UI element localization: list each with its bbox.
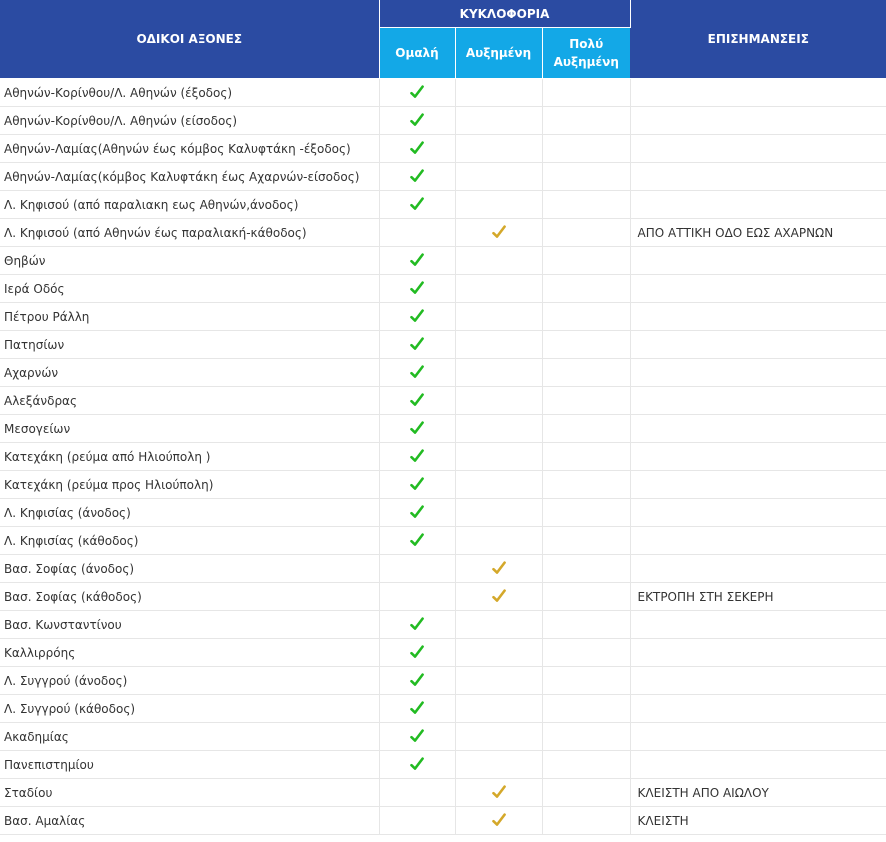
status-cell-increased (455, 443, 542, 471)
status-cell-increased (455, 275, 542, 303)
table-row (0, 555, 886, 583)
status-cell-increased (455, 779, 542, 807)
status-cell-very-increased (542, 667, 630, 695)
note-text (630, 387, 886, 415)
note-text (630, 471, 886, 499)
header-traffic: ΚΥΚΛΟΦΟΡΙΑ (379, 0, 630, 28)
status-cell-increased (455, 583, 542, 611)
status-cell-increased (455, 499, 542, 527)
checkmark-icon (410, 477, 424, 491)
road-name: Σταδίου (0, 779, 379, 807)
road-name: Πατησίων (0, 331, 379, 359)
note-text (630, 275, 886, 303)
header-normal: Ομαλή (379, 28, 455, 79)
road-name: Αθηνών-Λαμίας(Αθηνών έως κόμβος Καλυφτάκη -έξοδος) (0, 135, 379, 163)
status-cell-increased (455, 527, 542, 555)
status-cell-normal (379, 471, 455, 499)
status-cell-very-increased (542, 191, 630, 219)
note-text (630, 695, 886, 723)
status-cell-very-increased (542, 555, 630, 583)
table-row (0, 191, 886, 219)
checkmark-icon (410, 309, 424, 323)
status-cell-very-increased (542, 135, 630, 163)
checkmark-icon (410, 421, 424, 435)
note-text (630, 667, 886, 695)
note-text (630, 79, 886, 107)
status-cell-very-increased (542, 163, 630, 191)
road-name: Κατεχάκη (ρεύμα προς Ηλιούπολη) (0, 471, 379, 499)
road-name: Βασ. Αμαλίας (0, 807, 379, 835)
table-row (0, 275, 886, 303)
status-cell-normal (379, 415, 455, 443)
road-name: Καλλιρρόης (0, 639, 379, 667)
status-cell-increased (455, 639, 542, 667)
checkmark-icon (410, 281, 424, 295)
status-cell-very-increased (542, 583, 630, 611)
checkmark-icon (410, 365, 424, 379)
status-cell-increased (455, 723, 542, 751)
checkmark-icon (410, 701, 424, 715)
status-cell-very-increased (542, 751, 630, 779)
status-cell-very-increased (542, 471, 630, 499)
road-name: Λ. Κηφισίας (άνοδος) (0, 499, 379, 527)
status-cell-normal (379, 107, 455, 135)
note-text (630, 359, 886, 387)
status-cell-very-increased (542, 443, 630, 471)
status-cell-very-increased (542, 79, 630, 107)
checkmark-icon (410, 729, 424, 743)
checkmark-icon (410, 757, 424, 771)
table-row (0, 79, 886, 107)
note-text (630, 555, 886, 583)
status-cell-very-increased (542, 219, 630, 247)
status-cell-normal (379, 583, 455, 611)
table-row (0, 583, 886, 611)
status-cell-increased (455, 415, 542, 443)
note-text (630, 723, 886, 751)
status-cell-increased (455, 163, 542, 191)
note-text (630, 163, 886, 191)
table-row (0, 331, 886, 359)
status-cell-increased (455, 695, 542, 723)
status-cell-very-increased (542, 639, 630, 667)
note-text (630, 639, 886, 667)
status-cell-normal (379, 359, 455, 387)
table-row (0, 667, 886, 695)
note-text (630, 247, 886, 275)
status-cell-very-increased (542, 807, 630, 835)
table-row (0, 443, 886, 471)
status-cell-increased (455, 303, 542, 331)
status-cell-increased (455, 471, 542, 499)
checkmark-icon (492, 813, 506, 827)
status-cell-very-increased (542, 359, 630, 387)
status-cell-normal (379, 163, 455, 191)
table-row (0, 247, 886, 275)
status-cell-increased (455, 807, 542, 835)
status-cell-normal (379, 611, 455, 639)
status-cell-increased (455, 135, 542, 163)
status-cell-very-increased (542, 415, 630, 443)
checkmark-icon (410, 253, 424, 267)
table-row (0, 639, 886, 667)
note-text (630, 443, 886, 471)
status-cell-very-increased (542, 723, 630, 751)
status-cell-normal (379, 79, 455, 107)
table-row (0, 219, 886, 247)
road-name: Πέτρου Ράλλη (0, 303, 379, 331)
header-increased: Αυξημένη (455, 28, 542, 79)
road-name: Ακαδημίας (0, 723, 379, 751)
checkmark-icon (410, 113, 424, 127)
status-cell-increased (455, 751, 542, 779)
note-text (630, 499, 886, 527)
table-row (0, 807, 886, 835)
note-text (630, 415, 886, 443)
note-text (630, 527, 886, 555)
checkmark-icon (410, 645, 424, 659)
note-text (630, 611, 886, 639)
status-cell-very-increased (542, 331, 630, 359)
checkmark-icon (410, 197, 424, 211)
road-name: Αθηνών-Κορίνθου/Λ. Αθηνών (έξοδος) (0, 79, 379, 107)
table-row (0, 303, 886, 331)
checkmark-icon (410, 673, 424, 687)
road-name: Αθηνών-Λαμίας(κόμβος Καλυφτάκη έως Αχαρνών-είσοδος) (0, 163, 379, 191)
header-roads: ΟΔΙΚΟΙ ΑΞΟΝΕΣ (0, 0, 379, 79)
status-cell-normal (379, 387, 455, 415)
road-name: Λ. Συγγρού (άνοδος) (0, 667, 379, 695)
status-cell-very-increased (542, 527, 630, 555)
checkmark-icon (492, 589, 506, 603)
checkmark-icon (492, 561, 506, 575)
note-text: ΕΚΤΡΟΠΗ ΣΤΗ ΣΕΚΕΡΗ (630, 583, 886, 611)
road-name: Αλεξάνδρας (0, 387, 379, 415)
note-text (630, 191, 886, 219)
checkmark-icon (410, 85, 424, 99)
note-text (630, 107, 886, 135)
road-name: Αθηνών-Κορίνθου/Λ. Αθηνών (είσοδος) (0, 107, 379, 135)
table-row (0, 471, 886, 499)
road-name: Ιερά Οδός (0, 275, 379, 303)
status-cell-increased (455, 191, 542, 219)
table-row (0, 779, 886, 807)
status-cell-increased (455, 611, 542, 639)
table-row (0, 415, 886, 443)
status-cell-increased (455, 219, 542, 247)
status-cell-normal (379, 191, 455, 219)
status-cell-very-increased (542, 303, 630, 331)
checkmark-icon (410, 449, 424, 463)
checkmark-icon (410, 393, 424, 407)
status-cell-increased (455, 555, 542, 583)
status-cell-increased (455, 79, 542, 107)
road-name: Λ. Κηφισού (από Αθηνών έως παραλιακή-κάθοδος) (0, 219, 379, 247)
table-row (0, 107, 886, 135)
status-cell-very-increased (542, 387, 630, 415)
table-row (0, 695, 886, 723)
status-cell-normal (379, 779, 455, 807)
status-cell-normal (379, 527, 455, 555)
status-cell-increased (455, 247, 542, 275)
checkmark-icon (410, 337, 424, 351)
table-row (0, 611, 886, 639)
status-cell-normal (379, 275, 455, 303)
road-name: Θηβών (0, 247, 379, 275)
status-cell-very-increased (542, 611, 630, 639)
status-cell-increased (455, 331, 542, 359)
status-cell-normal (379, 639, 455, 667)
header-notes: ΕΠΙΣΗΜΑΝΣΕΙΣ (630, 0, 886, 79)
note-text (630, 751, 886, 779)
road-name: Αχαρνών (0, 359, 379, 387)
status-cell-very-increased (542, 499, 630, 527)
status-cell-normal (379, 499, 455, 527)
status-cell-normal (379, 219, 455, 247)
table-body (0, 79, 886, 835)
status-cell-very-increased (542, 107, 630, 135)
road-name: Βασ. Σοφίας (κάθοδος) (0, 583, 379, 611)
status-cell-normal (379, 751, 455, 779)
table-row (0, 359, 886, 387)
road-name: Μεσογείων (0, 415, 379, 443)
checkmark-icon (492, 225, 506, 239)
note-text: ΚΛΕΙΣΤΗ (630, 807, 886, 835)
table-row (0, 723, 886, 751)
status-cell-very-increased (542, 695, 630, 723)
table-row (0, 527, 886, 555)
checkmark-icon (492, 785, 506, 799)
road-name: Βασ. Κωνσταντίνου (0, 611, 379, 639)
status-cell-increased (455, 107, 542, 135)
note-text (630, 303, 886, 331)
checkmark-icon (410, 505, 424, 519)
road-name: Λ. Συγγρού (κάθοδος) (0, 695, 379, 723)
note-text: ΚΛΕΙΣΤΗ ΑΠΟ ΑΙΩΛΟΥ (630, 779, 886, 807)
note-text: ΑΠΟ ΑΤΤΙΚΗ ΟΔΟ ΕΩΣ ΑΧΑΡΝΩΝ (630, 219, 886, 247)
status-cell-very-increased (542, 275, 630, 303)
checkmark-icon (410, 533, 424, 547)
status-cell-very-increased (542, 247, 630, 275)
status-cell-normal (379, 807, 455, 835)
checkmark-icon (410, 169, 424, 183)
status-cell-very-increased (542, 779, 630, 807)
note-text (630, 135, 886, 163)
status-cell-normal (379, 247, 455, 275)
status-cell-normal (379, 723, 455, 751)
status-cell-normal (379, 667, 455, 695)
table-row (0, 387, 886, 415)
table-row (0, 163, 886, 191)
road-name: Βασ. Σοφίας (άνοδος) (0, 555, 379, 583)
checkmark-icon (410, 141, 424, 155)
status-cell-normal (379, 555, 455, 583)
status-cell-increased (455, 667, 542, 695)
road-name: Κατεχάκη (ρεύμα από Ηλιούπολη ) (0, 443, 379, 471)
status-cell-normal (379, 331, 455, 359)
road-name: Λ. Κηφισίας (κάθοδος) (0, 527, 379, 555)
road-name: Πανεπιστημίου (0, 751, 379, 779)
road-name: Λ. Κηφισού (από παραλιακη εως Αθηνών,άνοδος) (0, 191, 379, 219)
table-row (0, 135, 886, 163)
status-cell-normal (379, 303, 455, 331)
note-text (630, 331, 886, 359)
status-cell-normal (379, 135, 455, 163)
status-cell-normal (379, 695, 455, 723)
header-very-increased: Πολύ Αυξημένη (542, 28, 630, 79)
checkmark-icon (410, 617, 424, 631)
table-row (0, 751, 886, 779)
status-cell-increased (455, 387, 542, 415)
status-cell-normal (379, 443, 455, 471)
status-cell-increased (455, 359, 542, 387)
table-row (0, 499, 886, 527)
